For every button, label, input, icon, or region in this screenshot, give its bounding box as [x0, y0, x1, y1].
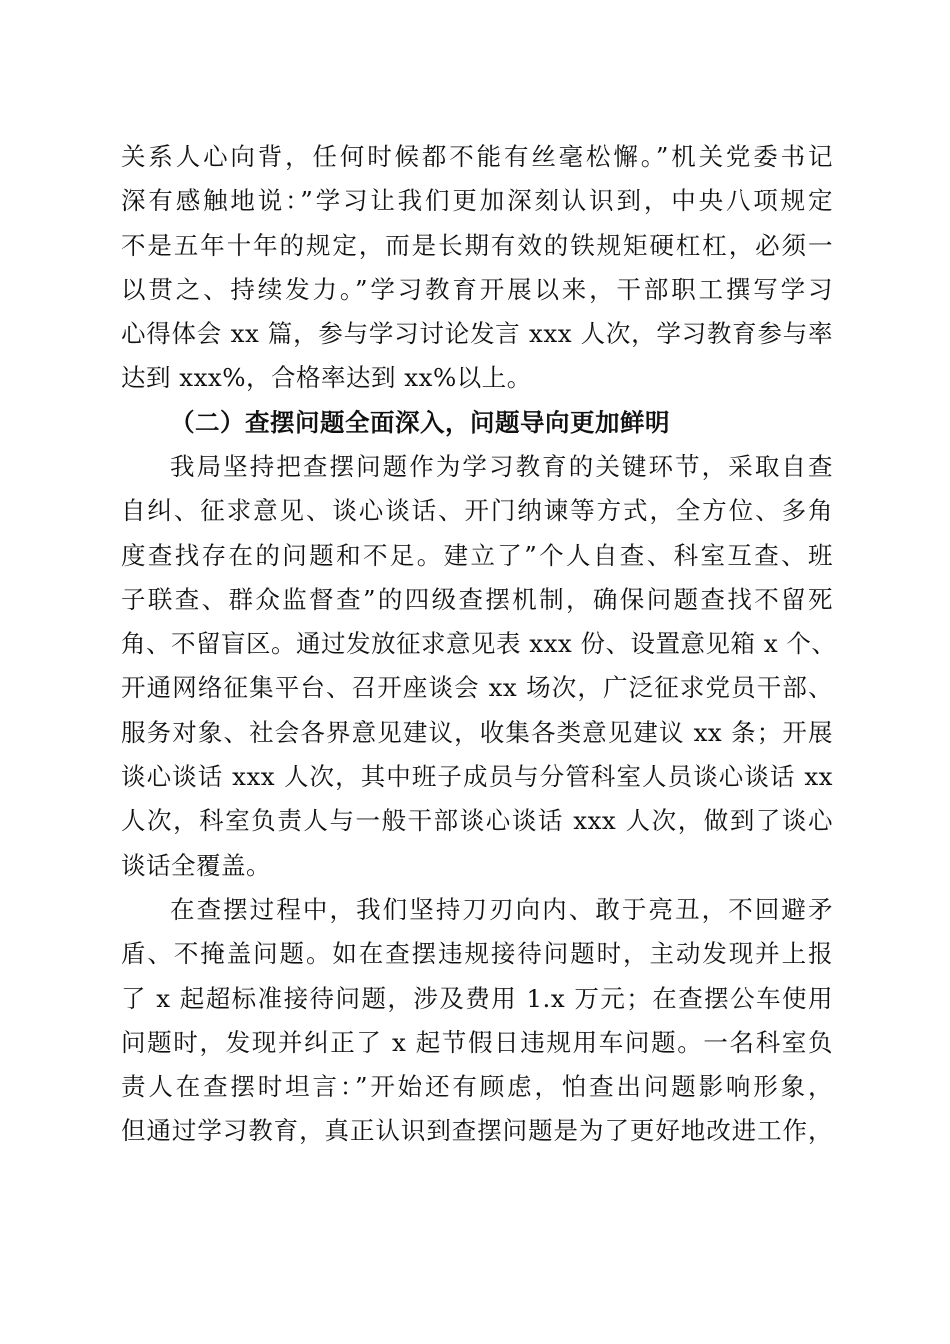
- paragraph-line: 盾、不掩盖问题。如在查摆违规接待问题时，主动发现并上报: [121, 939, 833, 969]
- paragraph-line: 心得体会 xx 篇，参与学习讨论发言 xxx 人次，学习教育参与率: [121, 319, 833, 349]
- paragraph-1: [121, 135, 833, 401]
- paragraph-line: 谈话全覆盖。: [121, 850, 271, 880]
- paragraph-line: 问题时，发现并纠正了 x 起节假日违规用车问题。一名科室负: [121, 1027, 833, 1057]
- section-heading: [121, 401, 833, 445]
- paragraph-line: 关系人心向背，任何时候都不能有丝毫松懈。”机关党委书记: [121, 142, 833, 171]
- paragraph-line: 了 x 起超标准接待问题，涉及费用 1.x 万元；在查摆公车使用: [121, 983, 833, 1013]
- paragraph-line: 不是五年十年的规定，而是长期有效的铁规矩硬杠杠，必须一: [121, 230, 833, 260]
- paragraph-line: 责人在查摆时坦言：”开始还有顾虑，怕查出问题影响形象，: [121, 1072, 833, 1102]
- paragraph-line: 我局坚持把查摆问题作为学习教育的关键环节，采取自查: [170, 452, 833, 481]
- paragraph-line: 以贯之、持续发力。”学习教育开展以来，干部职工撰写学习: [121, 274, 833, 304]
- paragraph-line: 服务对象、社会各界意见建议，收集各类意见建议 xx 条；开展: [121, 717, 833, 747]
- paragraph-line: 在查摆过程中，我们坚持刀刃向内、敢于亮丑，不回避矛: [170, 895, 833, 924]
- paragraph-line: 但通过学习教育，真正认识到查摆问题是为了更好地改进工作，: [121, 1116, 833, 1146]
- paragraph-line: 人次，科室负责人与一般干部谈心谈话 xxx 人次，做到了谈心: [121, 806, 833, 836]
- paragraph-line: 谈心谈话 xxx 人次，其中班子成员与分管科室人员谈心谈话 xx: [121, 762, 833, 792]
- section-heading-text: （二）查摆问题全面深入，问题导向更加鲜明: [170, 408, 670, 437]
- paragraph-line: 子联查、群众监督查”的四级查摆机制，确保问题查找不留死: [121, 584, 833, 614]
- paragraph-line: 达到 xxx%，合格率达到 xx%以上。: [121, 363, 532, 393]
- paragraph-line: 度查找存在的问题和不足。建立了”个人自查、科室互查、班: [121, 540, 833, 570]
- paragraph-line: 深有感触地说：”学习让我们更加深刻认识到，中央八项规定: [121, 186, 833, 216]
- paragraph-3: [121, 888, 833, 1154]
- paragraph-line: 角、不留盲区。通过发放征求意见表 xxx 份、设置意见箱 x 个、: [121, 629, 837, 659]
- paragraph-2: [121, 445, 837, 888]
- paragraph-line: 开通网络征集平台、召开座谈会 xx 场次，广泛征求党员干部、: [121, 673, 833, 703]
- paragraph-line: 自纠、征求意见、谈心谈话、开门纳谏等方式，全方位、多角: [121, 496, 833, 526]
